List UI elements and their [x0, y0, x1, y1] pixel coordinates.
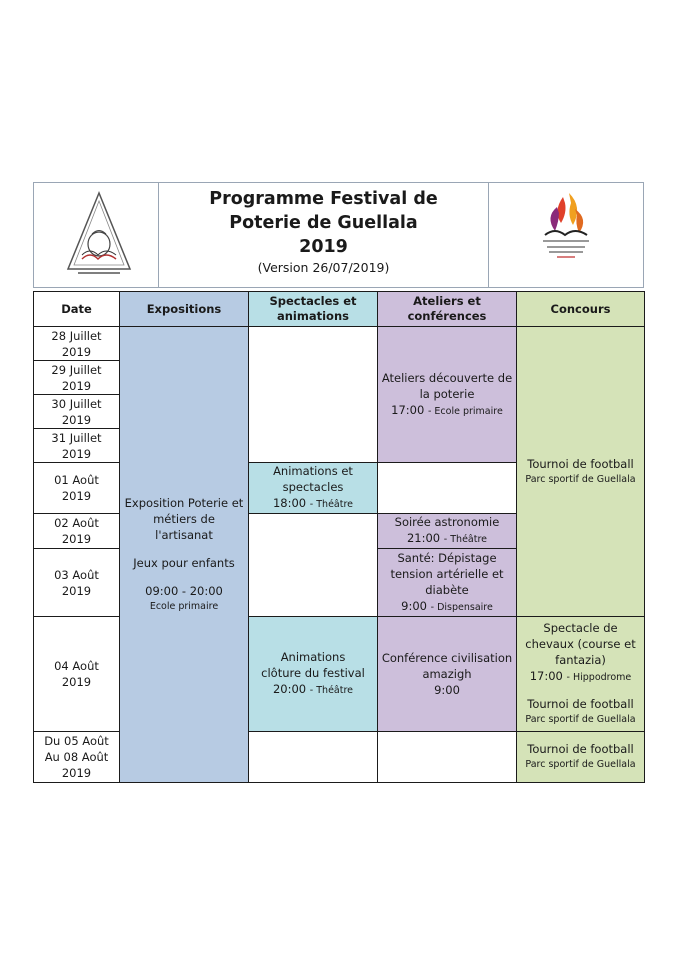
- atelier-line: Ateliers découverte de: [381, 370, 513, 385]
- spectacle-line: clôture du festival: [261, 666, 365, 680]
- concours-place: Parc sportif de Guellala: [525, 473, 636, 485]
- date-line: 29 Juillet: [51, 362, 102, 377]
- date-cell: [34, 429, 120, 463]
- expo-place: Ecole primaire: [149, 600, 219, 612]
- atelier-line: diabète: [425, 582, 469, 597]
- concours-line: Tournoi de football: [527, 456, 634, 471]
- concours-place: Parc sportif de Guellala: [525, 714, 636, 725]
- date-line: 01 Août: [54, 473, 99, 487]
- concours-line: fantazia): [555, 653, 606, 667]
- expo-line: métiers de: [153, 511, 215, 526]
- spectacle-line: Animations et: [273, 464, 353, 478]
- atelier-place: - Ecole primaire: [427, 405, 503, 417]
- date-line: 2019: [61, 446, 92, 461]
- concours-cell: [517, 327, 645, 617]
- spectacle-line: Animations: [280, 650, 346, 664]
- title-line-2: Poterie de Guellala: [229, 213, 418, 233]
- concours-place: Parc sportif de Guellala: [525, 759, 636, 770]
- col-header-date: Date: [34, 292, 120, 327]
- header-right-cell: [489, 183, 643, 287]
- date-cell: [34, 732, 120, 783]
- date-line: 2019: [61, 489, 92, 503]
- concours-cell: [517, 617, 645, 732]
- table-header-row: [34, 292, 645, 327]
- atelier-time: 9:00: [401, 598, 427, 613]
- atelier-line: la poterie: [419, 386, 475, 401]
- date-line: 04 Août: [54, 659, 99, 673]
- atelier-place: - Dispensaire: [430, 601, 493, 613]
- col-header-ateliers-line-1: Ateliers et: [413, 294, 481, 308]
- association-logo-icon: [64, 189, 134, 275]
- date-line: 2019: [61, 378, 92, 393]
- atelier-line: tension artérielle et: [390, 566, 504, 581]
- ateliers-cell: [378, 327, 517, 463]
- date-line: 31 Juillet: [51, 430, 102, 445]
- atelier-line: Conférence civilisation: [381, 651, 513, 665]
- date-line: Au 08 Août: [44, 750, 109, 764]
- concours-line: Tournoi de football: [527, 742, 634, 756]
- expo-time: 09:00 - 20:00: [145, 583, 223, 598]
- date-line: Du 05 Août: [44, 734, 109, 748]
- ateliers-empty-cell: [378, 732, 517, 783]
- date-line: 2019: [61, 766, 92, 780]
- atelier-time: 9:00: [434, 683, 460, 697]
- date-cell: [34, 617, 120, 732]
- ateliers-cell: [378, 549, 517, 617]
- date-line: 2019: [61, 675, 92, 689]
- date-line: 2019: [61, 532, 92, 546]
- date-cell: [34, 361, 120, 395]
- spectacles-empty-cell: [249, 327, 378, 463]
- concours-time: 17:00: [529, 669, 563, 683]
- expo-line: l'artisanat: [155, 527, 213, 542]
- concours-line: chevaux (course et: [525, 637, 636, 651]
- title-line-3: 2019: [299, 237, 348, 257]
- date-cell: [34, 463, 120, 514]
- col-header-expositions: Expositions: [120, 292, 249, 327]
- spectacle-place: - Théâtre: [309, 685, 354, 696]
- col-header-ateliers-line-2: conférences: [407, 309, 487, 323]
- atelier-line: Santé: Dépistage: [397, 550, 497, 565]
- spectacles-cell: [249, 617, 378, 732]
- col-header-spectacles-line-2: animations: [276, 309, 349, 323]
- ateliers-empty-cell: [378, 463, 517, 514]
- concours-line: Tournoi de football: [527, 697, 634, 711]
- col-header-spectacles: [249, 292, 378, 327]
- col-header-ateliers: [378, 292, 517, 327]
- header-left-cell: [34, 183, 159, 287]
- concours-line: Spectacle de: [543, 621, 618, 635]
- date-line: 2019: [61, 412, 92, 427]
- date-line: 28 Juillet: [51, 328, 102, 343]
- table-row: [34, 327, 645, 361]
- date-cell: [34, 395, 120, 429]
- spectacle-place: - Théâtre: [309, 499, 354, 510]
- atelier-line: Soirée astronomie: [394, 515, 500, 529]
- spectacle-time: 18:00: [272, 496, 307, 510]
- date-line: 03 Août: [54, 567, 99, 582]
- header-title-cell: [159, 183, 489, 287]
- date-line: 2019: [61, 344, 92, 359]
- date-cell: [34, 549, 120, 617]
- concours-cell: [517, 732, 645, 783]
- atelier-line: amazigh: [422, 667, 472, 681]
- atelier-time: 21:00: [406, 531, 441, 545]
- title-line-1: Programme Festival de: [209, 189, 438, 209]
- version-label: (Version 26/07/2019): [257, 260, 390, 275]
- expo-line: Jeux pour enfants: [133, 555, 235, 570]
- concours-place: - Hippodrome: [566, 672, 632, 683]
- ateliers-cell: [378, 514, 517, 549]
- date-cell: [34, 514, 120, 549]
- spectacle-line: spectacles: [282, 480, 344, 494]
- spectacles-cell: [249, 463, 378, 514]
- spectacles-empty-cell: [249, 514, 378, 617]
- program-header: [33, 182, 644, 288]
- atelier-place: - Théâtre: [443, 534, 488, 545]
- page-title: [159, 187, 488, 259]
- spectacles-empty-cell: [249, 732, 378, 783]
- col-header-spectacles-line-1: Spectacles et: [269, 294, 357, 308]
- date-cell: [34, 327, 120, 361]
- date-line: 2019: [61, 583, 92, 598]
- atelier-time: 17:00: [391, 402, 425, 417]
- expo-line: Exposition Poterie et: [124, 495, 244, 510]
- date-line: 02 Août: [54, 516, 99, 530]
- ateliers-cell: [378, 617, 517, 732]
- festival-logo-icon: [531, 189, 601, 277]
- expositions-cell: [120, 327, 249, 783]
- col-header-concours: Concours: [517, 292, 645, 327]
- schedule-table: [33, 291, 645, 783]
- spectacle-time: 20:00: [272, 682, 307, 696]
- date-line: 30 Juillet: [51, 396, 102, 411]
